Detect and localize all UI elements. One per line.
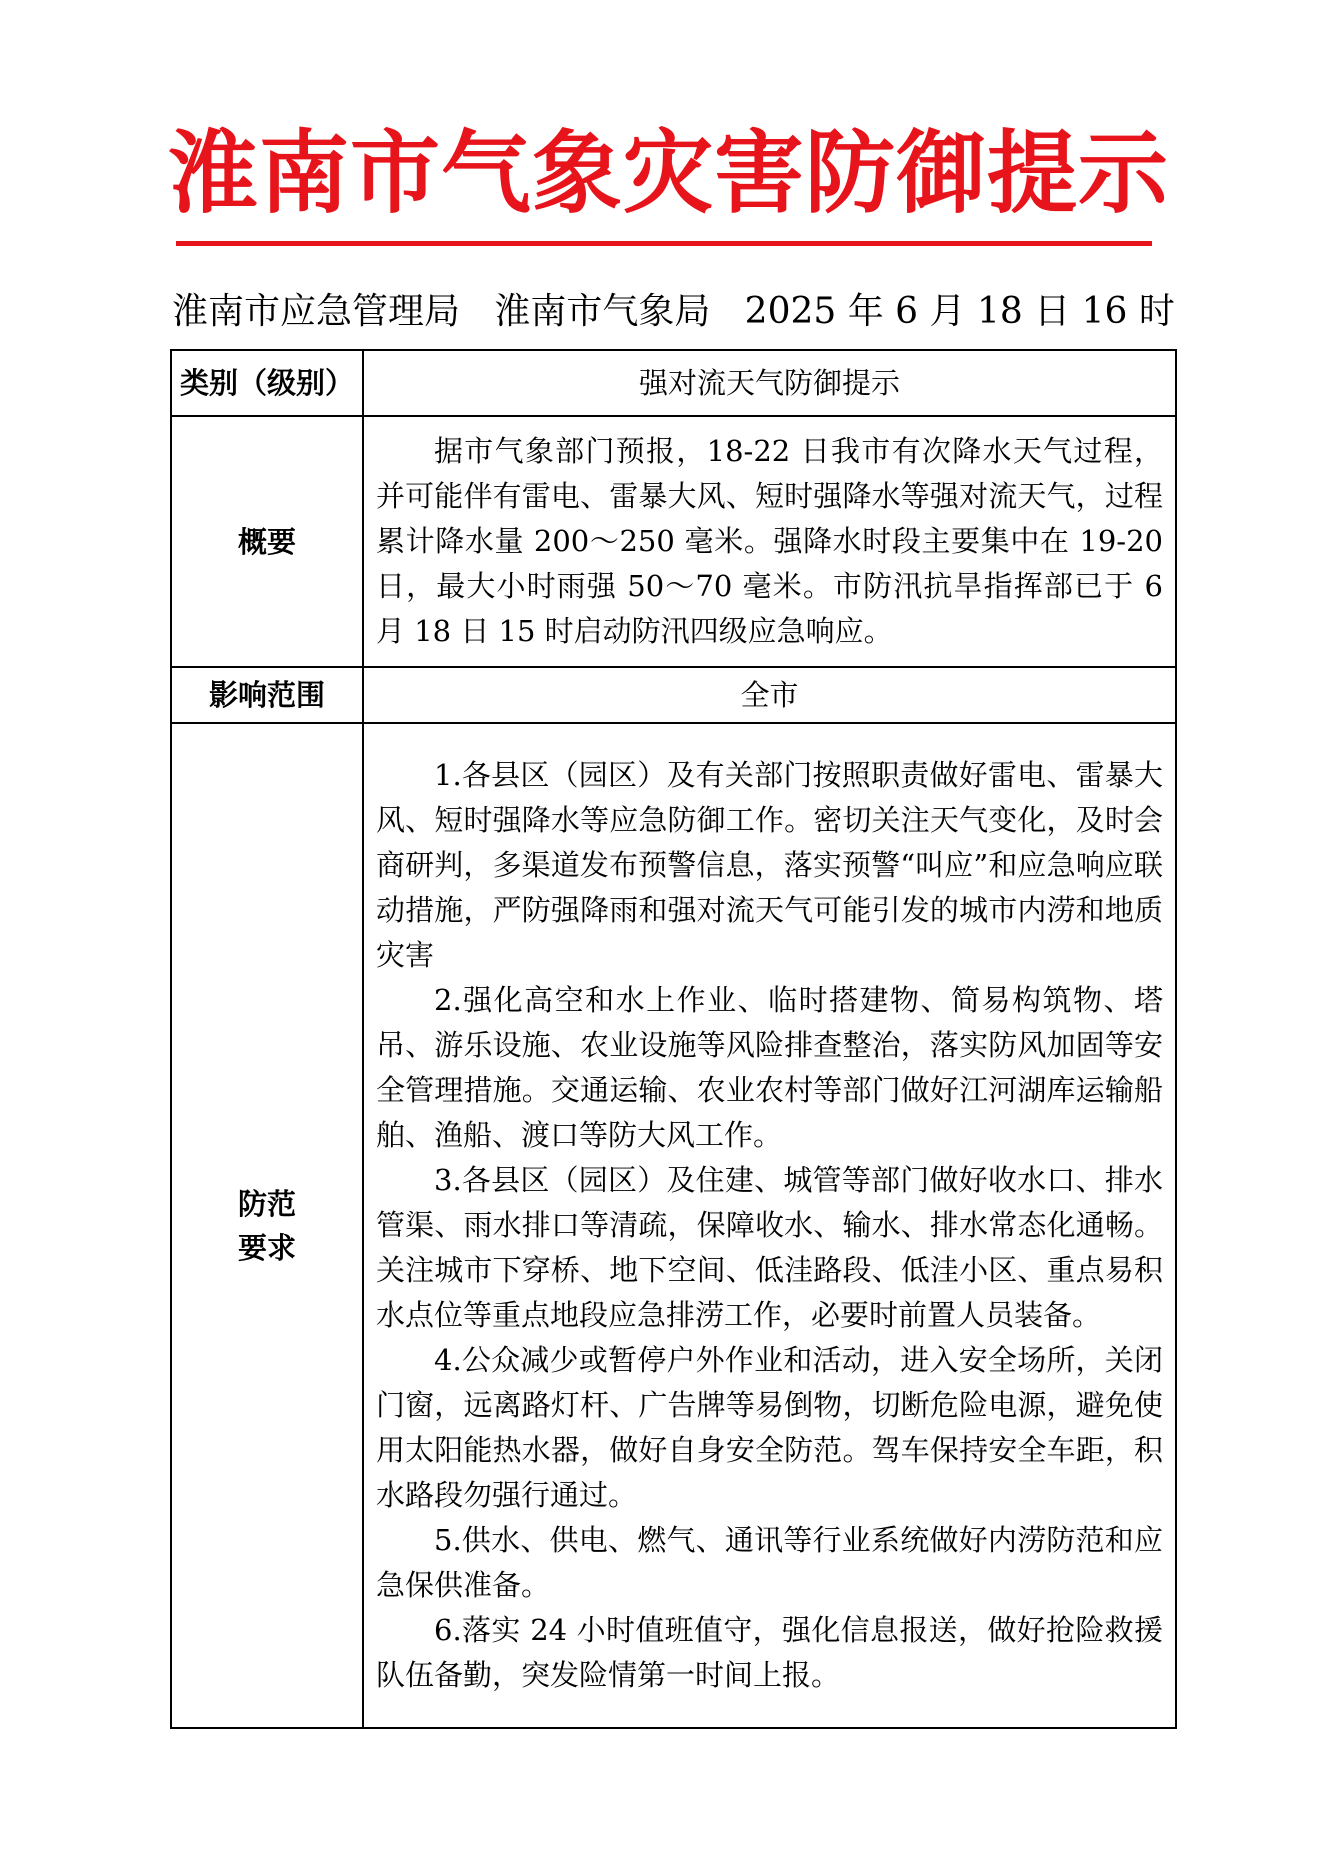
requirements-row — [171, 723, 1176, 1728]
document-title: 淮南市气象灾害防御提示 — [168, 120, 1169, 226]
overview-cell — [363, 416, 1176, 667]
category-label: 类别（级别） — [171, 350, 363, 416]
requirement-item: 4.公众减少或暂停户外作业和活动，进入安全场所，关闭门窗，远离路灯杆、广告牌等易倒物，切断危险电源，避免使用太阳能热水器，做好自身安全防范。驾车保持安全车距，积水路段勿强行通过。 — [376, 1343, 1163, 1512]
overview-text: 据市气象部门预报，18-22 日我市有次降水天气过程，并可能伴有雷电、雷暴大风、短时强降水等强对流天气，过程累计降水量 200～250 毫米。强降水时段主要集中在 19-20 日，最大小时雨强 50～70 毫米。市防汛抗旱指挥部已于 6 月 18 日 15 时启动防汛四级应急响应。 — [376, 434, 1163, 648]
requirement-item: 1.各县区（园区）及有关部门按照职责做好雷电、雷暴大风、短时强降水等应急防御工作。密切关注天气变化，及时会商研判，多渠道发布预警信息，落实预警“叫应”和应急响应联动措施，严防强降雨和强对流天气可能引发的城市内涝和地质灾害 — [376, 758, 1163, 972]
scope-row — [171, 667, 1176, 723]
requirements-label-line2: 要求 — [237, 1230, 296, 1265]
notice-table — [170, 349, 1177, 1729]
requirement-item: 6.落实 24 小时值班值守，强化信息报送，做好抢险救援队伍备勤，突发险情第一时间上报。 — [376, 1613, 1163, 1692]
overview-row — [171, 416, 1176, 667]
scope-label: 影响范围 — [171, 667, 363, 723]
requirements-cell — [363, 723, 1176, 1728]
category-row — [171, 350, 1176, 416]
issuer-and-date: 淮南市应急管理局 淮南市气象局 2025 年 6 月 18 日 16 时 — [172, 291, 1175, 332]
requirement-item: 5.供水、供电、燃气、通讯等行业系统做好内涝防范和应急保供准备。 — [376, 1523, 1163, 1602]
overview-label: 概要 — [171, 416, 363, 667]
requirement-item: 3.各县区（园区）及住建、城管等部门做好收水口、排水管渠、雨水排口等清疏，保障收水、输水、排水常态化通畅。关注城市下穿桥、地下空间、低洼路段、低洼小区、重点易积水点位等重点地段应急排涝工作，必要时前置人员装备。 — [376, 1163, 1163, 1332]
requirements-label — [171, 723, 363, 1728]
title-underline — [176, 241, 1152, 246]
scope-value: 全市 — [363, 667, 1176, 723]
requirements-label-line1: 防范 — [237, 1186, 296, 1221]
requirement-item: 2.强化高空和水上作业、临时搭建物、简易构筑物、塔吊、游乐设施、农业设施等风险排查整治，落实防风加固等安全管理措施。交通运输、农业农村等部门做好江河湖库运输船舶、渔船、渡口等防大风工作。 — [376, 983, 1163, 1152]
category-value: 强对流天气防御提示 — [363, 350, 1176, 416]
